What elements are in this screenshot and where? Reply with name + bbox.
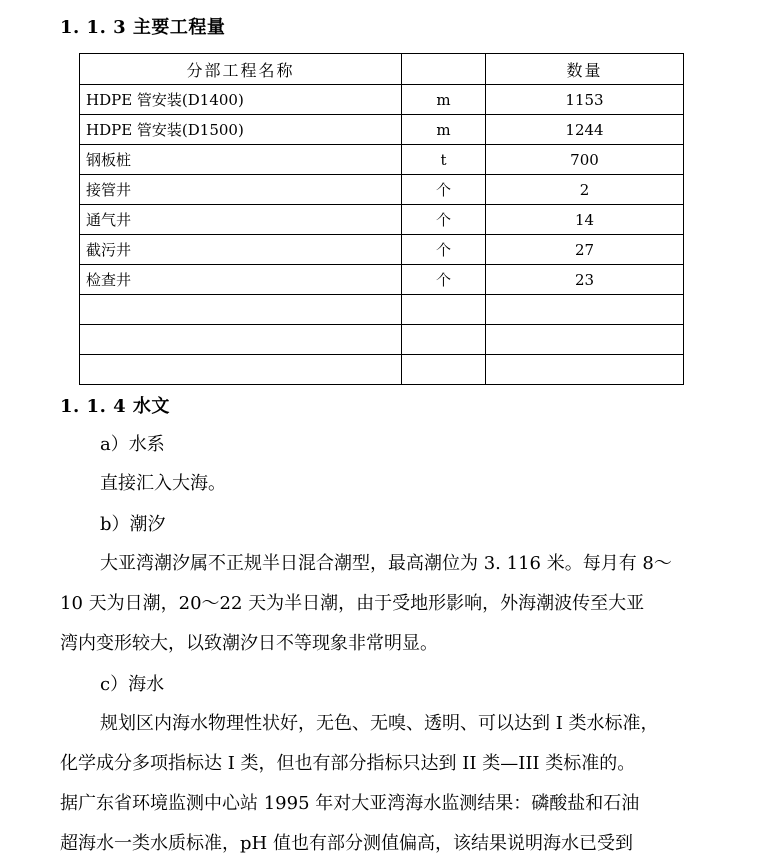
section-heading-main-quantities: 1. 1. 3 主要工程量 <box>60 17 226 38</box>
section-heading-hydrology: 1. 1. 4 水文 <box>60 396 170 417</box>
cell-item: 接管井 <box>80 175 402 205</box>
subheading-seawater: c）海水 <box>100 674 165 695</box>
tide-text-line: 10 天为日潮，20～22 天为半日潮，由于受地形影响，外海潮波传至大亚 <box>60 593 645 614</box>
cell-quantity: 2 <box>486 175 684 205</box>
cell-item: 钢板桩 <box>80 145 402 175</box>
cell-unit <box>402 355 486 385</box>
header-unit <box>402 54 486 85</box>
cell-item <box>80 325 402 355</box>
seawater-text-line: 超海水一类水质标准，pH 值也有部分测值偏高，该结果说明海水已受到 <box>60 833 633 854</box>
cell-item: HDPE 管安装(D1500) <box>80 115 402 145</box>
seawater-text-line: 规划区内海水物理性状好，无色、无嗅、透明、可以达到 I 类水标准， <box>100 713 659 734</box>
table-row <box>80 115 684 145</box>
cell-item: 检查井 <box>80 265 402 295</box>
cell-quantity: 700 <box>486 145 684 175</box>
cell-quantity <box>486 295 684 325</box>
cell-quantity: 23 <box>486 265 684 295</box>
cell-unit: 个 <box>402 205 486 235</box>
cell-unit <box>402 295 486 325</box>
quantities-table <box>79 53 684 385</box>
table-row <box>80 205 684 235</box>
cell-quantity: 27 <box>486 235 684 265</box>
table-row-empty <box>80 295 684 325</box>
cell-quantity: 1153 <box>486 85 684 115</box>
table-row <box>80 175 684 205</box>
seawater-text-line: 据广东省环境监测中心站 1995 年对大亚湾海水监测结果：磷酸盐和石油 <box>60 793 640 814</box>
table-row <box>80 235 684 265</box>
cell-item: HDPE 管安装(D1400) <box>80 85 402 115</box>
cell-quantity: 14 <box>486 205 684 235</box>
cell-quantity <box>486 355 684 385</box>
table-row-empty <box>80 325 684 355</box>
subheading-water-system: a）水系 <box>100 434 165 455</box>
cell-unit: 个 <box>402 175 486 205</box>
cell-item <box>80 355 402 385</box>
subheading-tide: b）潮汐 <box>100 514 166 535</box>
cell-item <box>80 295 402 325</box>
header-item-name: 分部工程名称 <box>80 54 402 85</box>
tide-text-line: 湾内变形较大，以致潮汐日不等现象非常明显。 <box>60 633 438 654</box>
table-row-empty <box>80 355 684 385</box>
cell-quantity: 1244 <box>486 115 684 145</box>
water-system-text: 直接汇入大海。 <box>100 473 226 494</box>
cell-unit: m <box>402 85 486 115</box>
cell-unit <box>402 325 486 355</box>
tide-text-line: 大亚湾潮汐属不正规半日混合潮型，最高潮位为 3. 116 米。每月有 8～ <box>100 553 672 574</box>
table-row <box>80 145 684 175</box>
table-header-row <box>80 54 684 85</box>
cell-unit: m <box>402 115 486 145</box>
header-quantity: 数量 <box>486 54 684 85</box>
cell-unit: 个 <box>402 265 486 295</box>
cell-item: 截污井 <box>80 235 402 265</box>
cell-unit: 个 <box>402 235 486 265</box>
seawater-text-line: 化学成分多项指标达 I 类，但也有部分指标只达到 II 类—III 类标准的。 <box>60 753 636 774</box>
table-row <box>80 265 684 295</box>
table-row <box>80 85 684 115</box>
cell-unit: t <box>402 145 486 175</box>
cell-item: 通气井 <box>80 205 402 235</box>
cell-quantity <box>486 325 684 355</box>
